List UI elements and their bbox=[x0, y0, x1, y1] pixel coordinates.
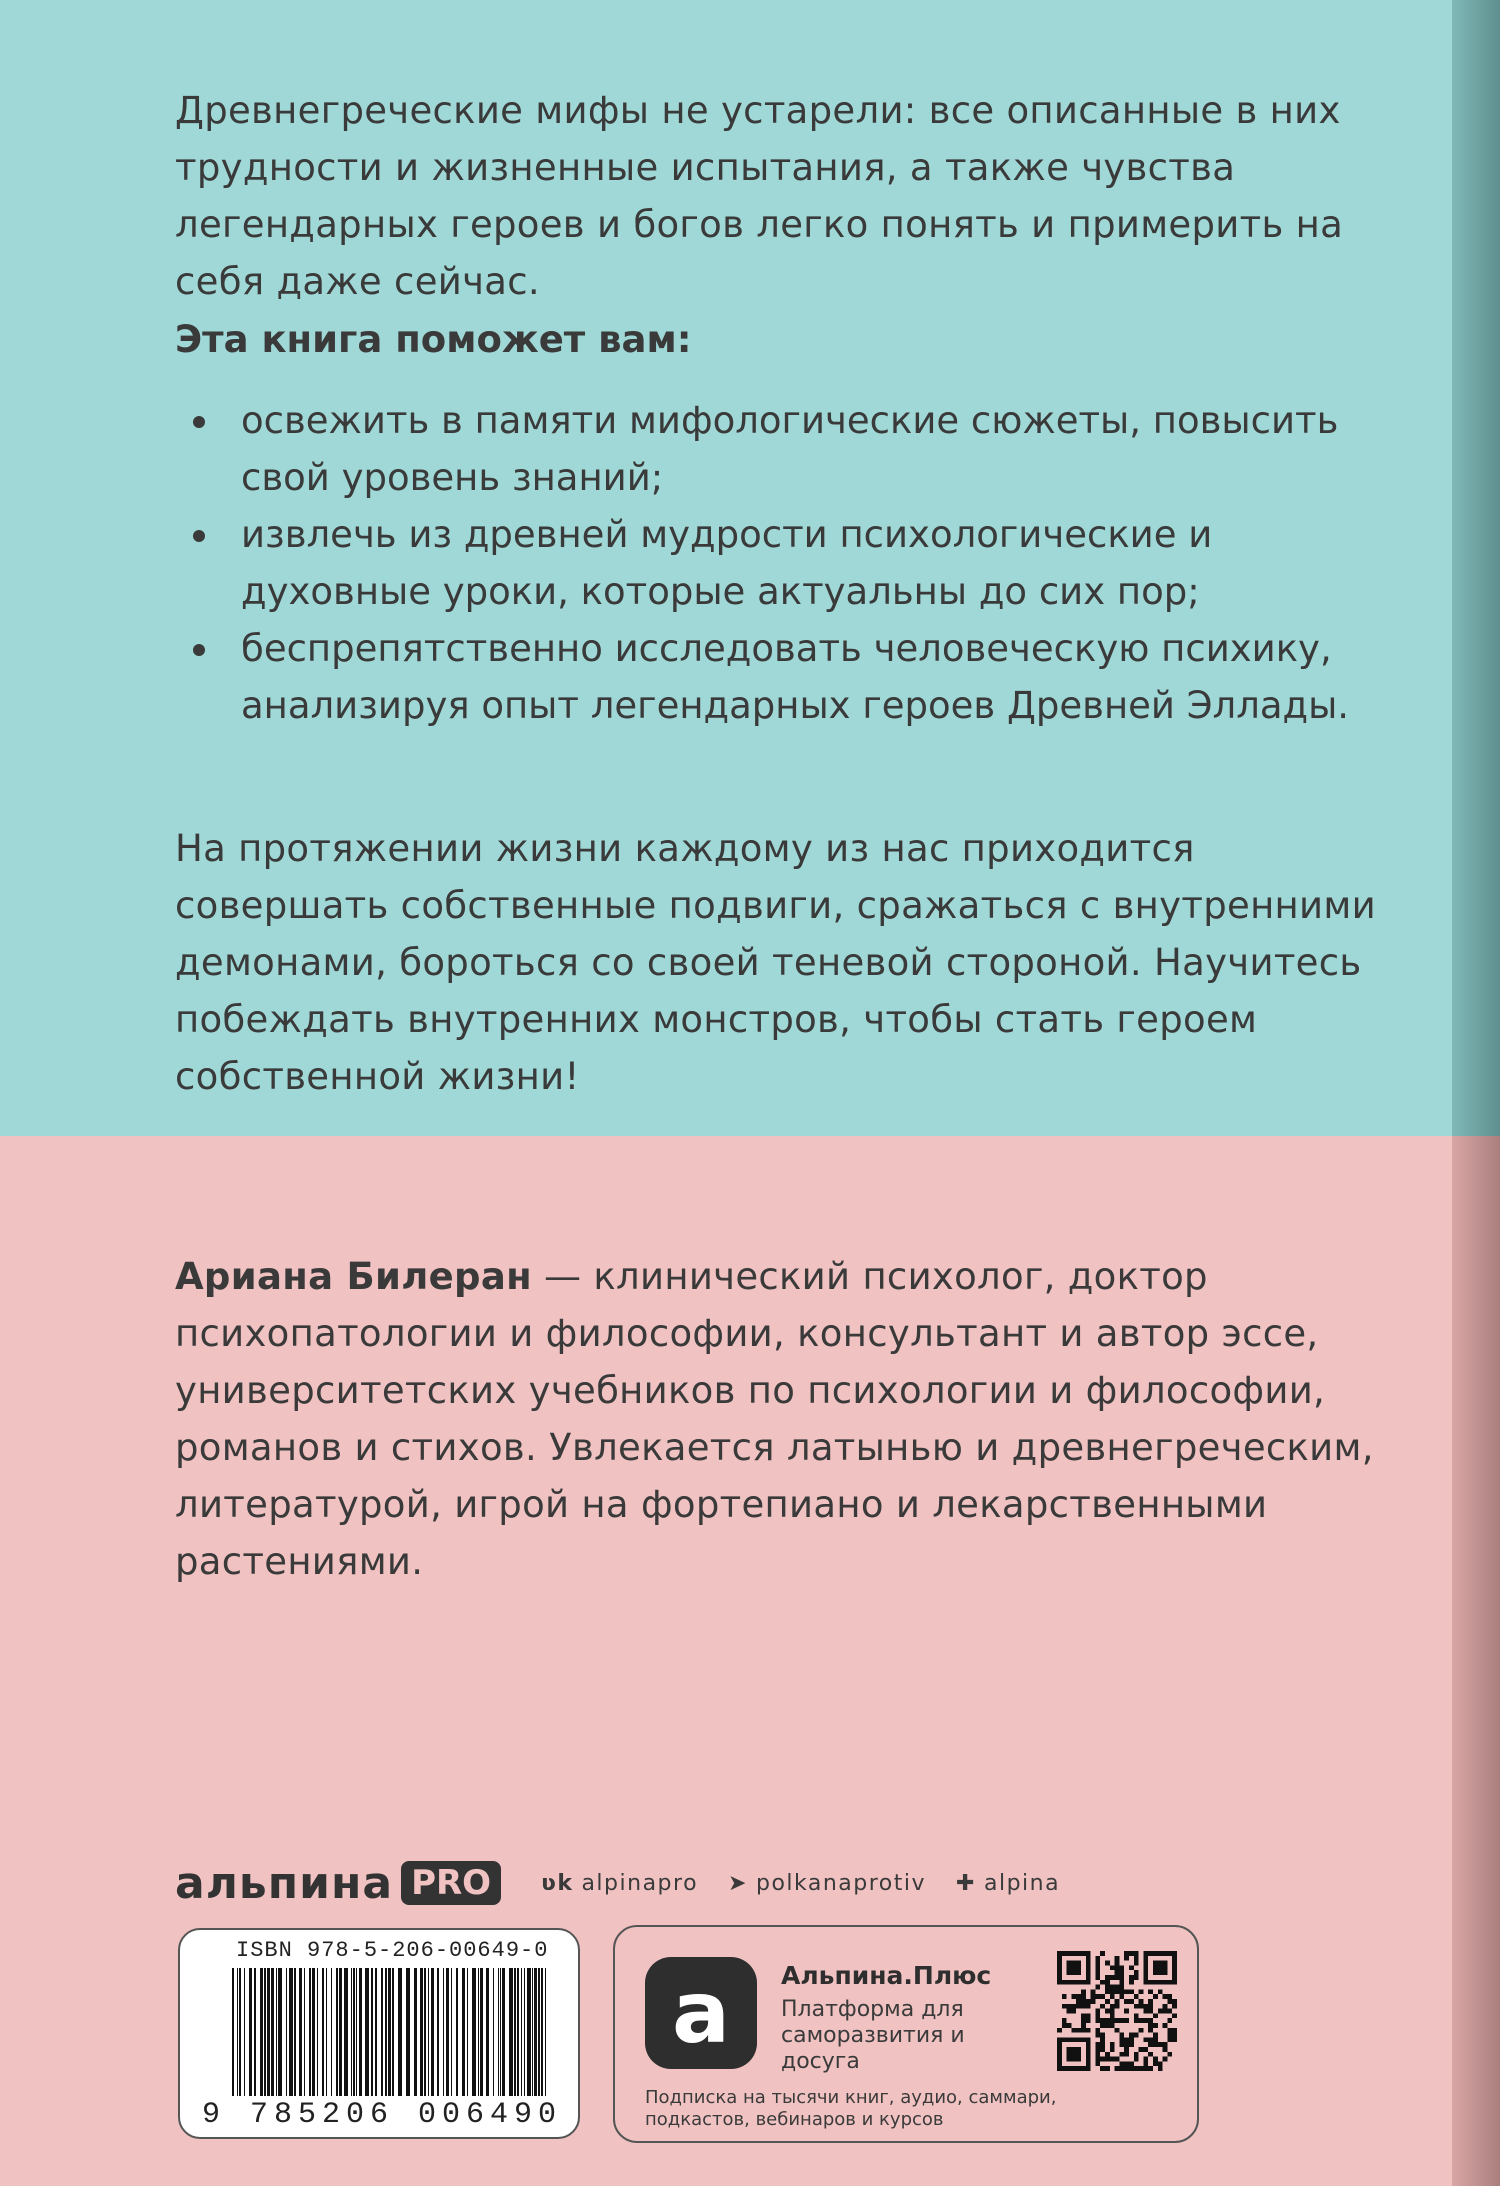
author-bio bbox=[175, 1248, 1385, 1590]
isbn-text: ISBN 978-5-206-00649-0 bbox=[236, 1938, 549, 1963]
ean-digits: 9 785206 006490 bbox=[202, 2098, 563, 2132]
author-name: Ариана Билеран bbox=[175, 1255, 532, 1298]
social-links bbox=[541, 1871, 1090, 1896]
spine-edge-bottom bbox=[1452, 1136, 1500, 2186]
barcode-icon bbox=[232, 1968, 552, 2096]
helps-item-text: извлечь из древней мудрости психологические и духовные уроки, которые актуальны до сих пор; bbox=[241, 513, 1213, 613]
alpina-plus-description: Платформа для саморазвития и досуга bbox=[781, 1997, 965, 2074]
qr-code-icon[interactable] bbox=[1057, 1951, 1177, 2071]
alpina-plus-icon-letter: a bbox=[671, 1963, 731, 2063]
struggle-paragraph: На протяжении жизни каждому из нас приходится совершать собственные подвиги, сражаться с внутренними демонами, бороться со своей теневой стороной. Научитесь побеждать внутренних монстров, чтобы стать героем собственной жизни! bbox=[175, 827, 1376, 1098]
helps-list-item bbox=[175, 392, 1405, 506]
social-link-alpina[interactable] bbox=[956, 1871, 1060, 1896]
intro-paragraph: Древнегреческие мифы не устарели: все описанные в них трудности и жизненные испытания, а также чувства легендарных героев и богов легко понять и примерить на себя даже сейчас. bbox=[175, 89, 1344, 303]
social-link-vk[interactable] bbox=[541, 1871, 698, 1896]
bullet-icon bbox=[193, 530, 205, 542]
author-bio-text: — клинический психолог, доктор психопатологии и философии, консультант и автор эссе, университетских учебников по психологии и философии, романов и стихов. Увлекается латынью и древнегреческим, литературой, игрой на фортепиано и лекарственными растениями. bbox=[175, 1255, 1374, 1583]
barcode-box bbox=[178, 1928, 580, 2139]
social-handle: alpina bbox=[983, 1870, 1061, 1896]
bullet-icon bbox=[193, 416, 205, 428]
alpina-plus-promo bbox=[613, 1925, 1199, 2143]
helps-heading: Эта книга поможет вам: bbox=[175, 318, 692, 361]
bullet-icon bbox=[193, 644, 205, 656]
plus-circle-icon: ✚ bbox=[956, 1870, 976, 1896]
telegram-icon: ➤ bbox=[728, 1870, 748, 1896]
social-link-telegram[interactable] bbox=[728, 1871, 926, 1896]
publisher-logo-badge: PRO bbox=[401, 1861, 501, 1905]
helps-list-item bbox=[175, 506, 1405, 620]
publisher-row bbox=[175, 1858, 1090, 1908]
helps-list-item bbox=[175, 620, 1405, 734]
alpina-plus-title: Альпина.Плюс bbox=[781, 1961, 992, 1990]
vk-icon: ʋk bbox=[541, 1870, 574, 1896]
social-handle: alpinapro bbox=[581, 1870, 699, 1896]
alpina-plus-app-icon bbox=[645, 1957, 757, 2069]
helps-item-text: освежить в памяти мифологические сюжеты, повысить свой уровень знаний; bbox=[241, 399, 1339, 499]
helps-item-text: беспрепятственно исследовать человеческую психику, анализируя опыт легендарных героев Древней Эллады. bbox=[241, 627, 1350, 727]
social-handle: polkanaprotiv bbox=[755, 1870, 927, 1896]
publisher-logo: альпина bbox=[175, 1857, 394, 1909]
helps-list bbox=[175, 392, 1405, 734]
alpina-plus-subscription: Подписка на тысячи книг, аудио, саммари, подкастов, вебинаров и курсов bbox=[645, 2087, 1057, 2130]
